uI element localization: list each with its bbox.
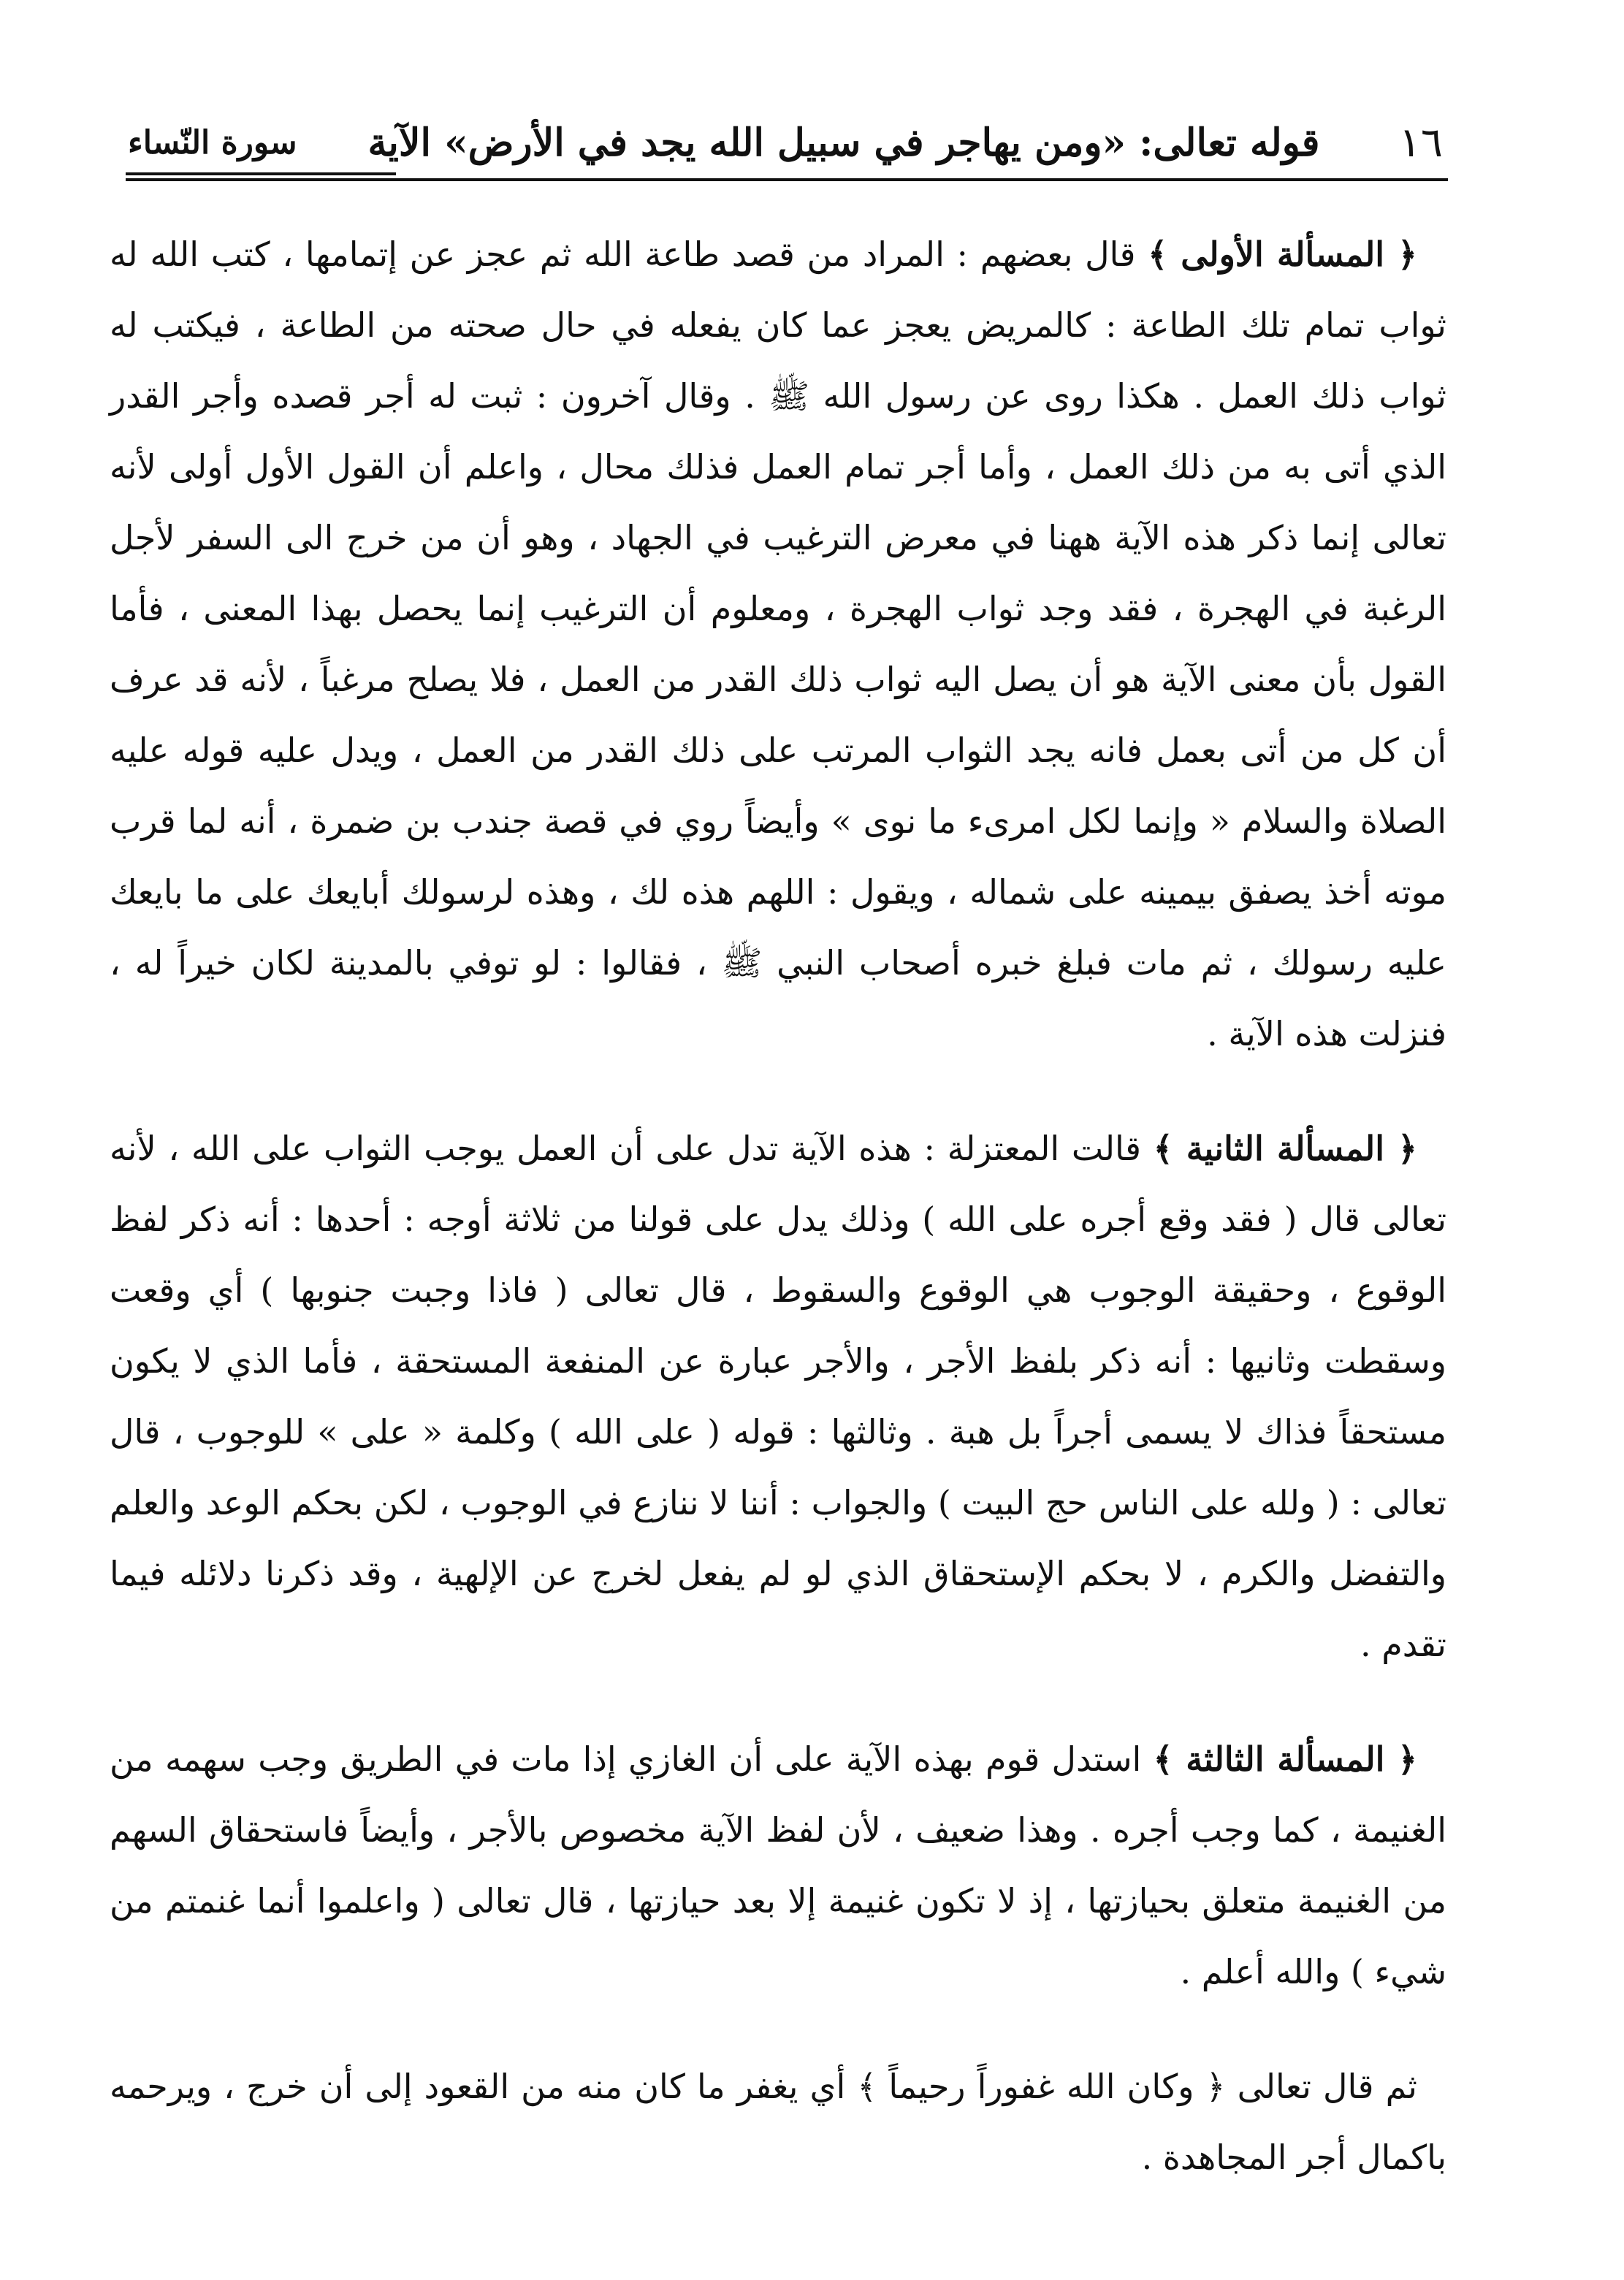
paragraph-text: ثم قال تعالى ﴿ وكان الله غفوراً رحيماً ﴾ أي يغفر ما كان منه من القعود إلى أن خرج ، ويرحمه باكمال أجر المجاهدة .: [110, 2067, 1446, 2177]
page-number: ١٦: [1398, 118, 1443, 167]
running-title: قوله تعالى: «ومن يهاجر في سبيل الله يجد في الأرض» الآية: [367, 120, 1320, 165]
paragraph-text: استدل قوم بهذه الآية على أن الغازي إذا مات في الطريق وجب سهمه من الغنيمة ، كما وجب أجره . وهذا ضعيف ، لأن لفظ الآية مخصوص بالأجر ، وأيضاً فاستحقاق السهم من الغنيمة متعلق بحيازتها ، إذ لا تكون غنيمة إلا بعد حيازتها ، قال تعالى ( واعلموا أنما غنمتم من شيء ) والله أعلم .: [110, 1739, 1446, 1991]
paragraph-text: قالت المعتزلة : هذه الآية تدل على أن العمل يوجب الثواب على الله ، لأنه تعالى قال ( فقد وقع أجره على الله ) وذلك يدل على قولنا من ثلاثة أوجه : أحدها : أنه ذكر لفظ الوقوع ، وحقيقة الوجوب هي الوقوع والسقوط ، قال تعالى ( فاذا وجبت جنوبها ) أي وقعت وسقطت وثانيها : أنه ذكر بلفظ الأجر ، والأجر عبارة عن المنفعة المستحقة ، فأما الذي لا يكون مستحقاً فذاك لا يسمى أجراً بل هبة . وثالثها : قوله ( على الله ) وكلمة « على » للوجوب ، قال تعالى : ( ولله على الناس حج البيت ) والجواب : أننا لا ننازع في الوجوب ، لكن بحكم الوعد والعلم والتفضل والكرم ، لا بحكم الإستحقاق الذي لو لم يفعل لخرج عن الإلهية ، وقد ذكرنا دلائله فيما تقدم .: [110, 1129, 1446, 1664]
header-rule-short: [126, 172, 396, 175]
issue-heading: ﴿ المسألة الثانية ﴾: [1153, 1129, 1418, 1168]
paragraph-closing: [110, 2051, 1446, 2193]
page-header: [128, 110, 1443, 175]
header-rule: [126, 178, 1448, 181]
paragraph-second-issue: [110, 1113, 1446, 1680]
issue-heading: ﴿ المسألة الأولى ﴾: [1148, 235, 1418, 274]
paragraph-third-issue: [110, 1724, 1446, 2008]
surah-name: سورة النّساء: [128, 123, 297, 161]
issue-heading: ﴿ المسألة الثالثة ﴾: [1153, 1739, 1418, 1779]
paragraph-text: قال بعضهم : المراد من قصد طاعة الله ثم عجز عن إتمامها ، كتب الله له ثواب تمام تلك الطاعة : كالمريض يعجز عما كان يفعله في حال صحته من الطاعة ، فيكتب له ثواب ذلك العمل . هكذا روى عن رسول الله ﷺ . وقال آخرون : ثبت له أجر قصده وأجر القدر الذي أتى به من ذلك العمل ، وأما أجر تمام العمل فذلك محال ، واعلم أن القول الأول أولى لأنه تعالى إنما ذكر هذه الآية ههنا في معرض الترغيب في الجهاد ، وهو أن من خرج الى السفر لأجل الرغبة في الهجرة ، فقد وجد ثواب الهجرة ، ومعلوم أن الترغيب إنما يحصل بهذا المعنى ، فأما القول بأن معنى الآية هو أن يصل اليه ثواب ذلك القدر من العمل ، فلا يصلح مرغباً ، لأنه قد عرف أن كل من أتى بعمل فانه يجد الثواب المرتب على ذلك القدر من العمل ، ويدل عليه قوله عليه الصلاة والسلام « وإنما لكل امرىء ما نوى » وأيضاً روي في قصة جندب بن ضمرة ، أنه لما قرب موته أخذ يصفق بيمينه على شماله ، ويقول : اللهم هذه لك ، وهذه لرسولك أبايعك على ما بايعك عليه رسولك ، ثم مات فبلغ خبره أصحاب النبي ﷺ ، فقالوا : لو توفي بالمدينة لكان خيراً له ، فنزلت هذه الآية .: [110, 235, 1446, 1053]
paragraph-first-issue: [110, 219, 1446, 1070]
body-text: [110, 219, 1446, 2193]
